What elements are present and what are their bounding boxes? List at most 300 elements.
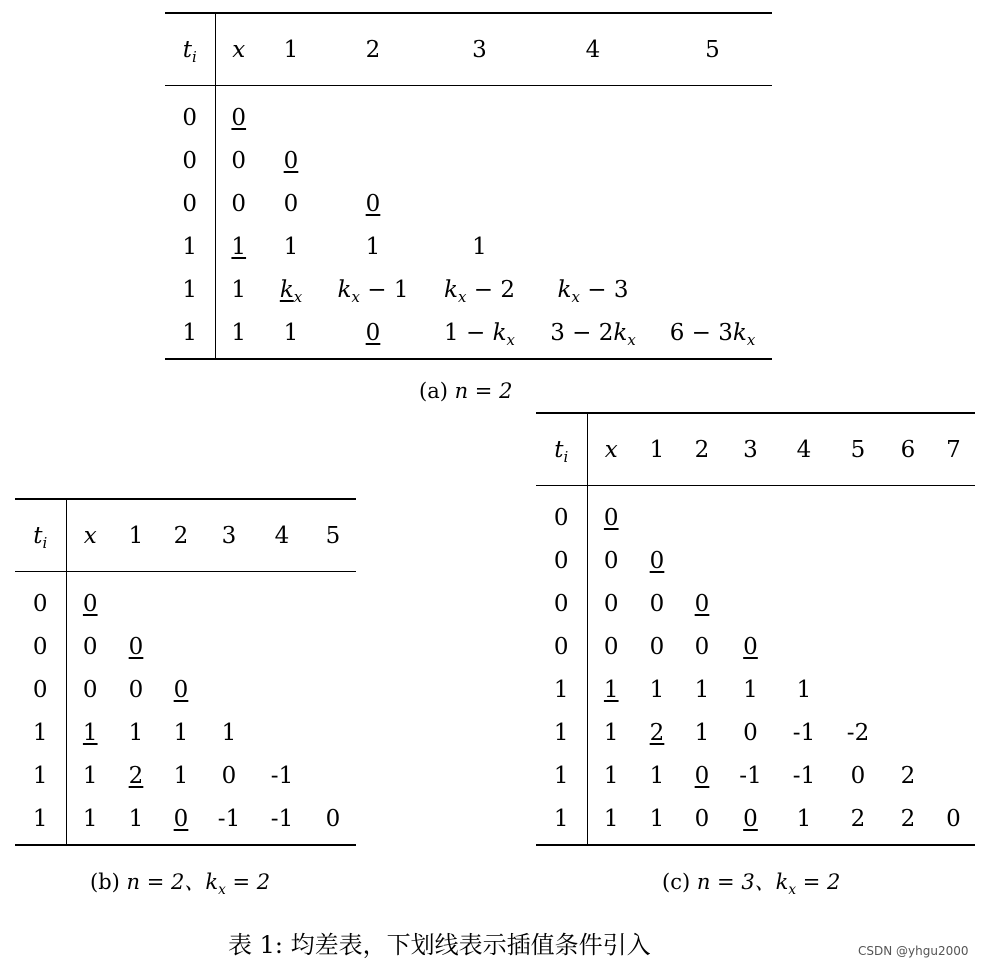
cell-value <box>337 276 409 306</box>
cell-tail: − 2 <box>466 276 515 303</box>
cell-value <box>695 806 710 832</box>
table-cell <box>204 572 254 626</box>
cell-main: 0 <box>603 504 619 531</box>
header-ti <box>165 13 215 86</box>
cell-value <box>129 720 144 746</box>
table-cell <box>653 86 772 140</box>
table-cell <box>158 797 204 845</box>
cell-value <box>444 276 515 306</box>
cell-main: 1 <box>231 233 247 260</box>
table-cell <box>320 225 426 268</box>
table-row <box>165 225 772 268</box>
table-cell <box>635 539 679 582</box>
table-row <box>165 182 772 225</box>
table-row <box>536 625 975 668</box>
row-t-value: 0 <box>536 486 587 540</box>
table-cell <box>587 486 635 540</box>
cell-main: 0 <box>231 104 247 131</box>
cell-sub: x <box>293 287 303 306</box>
table-cell <box>679 711 725 754</box>
table-cell <box>262 225 320 268</box>
cell-main: 1 <box>649 805 665 832</box>
caption-c-sub: x <box>788 881 797 898</box>
cell-value <box>650 806 665 832</box>
table-cell <box>635 711 679 754</box>
row-t-value: 0 <box>15 625 66 668</box>
divided-difference-table-c <box>536 412 975 846</box>
cell-main: 1 <box>283 233 299 260</box>
table-cell <box>776 797 832 845</box>
cell-value <box>174 720 189 746</box>
cell-main: 2 <box>128 762 144 789</box>
header-col-6: 6 <box>884 413 932 486</box>
table-cell <box>204 797 254 845</box>
row-t-value: 1 <box>15 797 66 845</box>
underlined-value <box>231 105 246 131</box>
table-cell <box>114 754 158 797</box>
table-cell <box>635 797 679 845</box>
cell-value <box>557 276 629 306</box>
table-cell <box>776 754 832 797</box>
cell-sub: x <box>457 287 467 306</box>
underlined-value <box>366 320 381 346</box>
table-row <box>536 668 975 711</box>
cell-main: 1 <box>649 762 665 789</box>
table-cell <box>587 625 635 668</box>
cell-var: k <box>613 319 628 346</box>
table-cell <box>204 625 254 668</box>
cell-value <box>231 148 246 174</box>
table-cell <box>679 582 725 625</box>
caption-c <box>662 866 840 896</box>
table-row <box>536 754 975 797</box>
table-cell <box>776 582 832 625</box>
header-x <box>587 413 635 486</box>
row-t-value: 0 <box>165 139 215 182</box>
cell-value <box>851 806 866 832</box>
table-cell <box>114 668 158 711</box>
row-t-value: 1 <box>15 711 66 754</box>
cell-main: 1 <box>694 719 710 746</box>
cell-main <box>670 320 747 346</box>
table-row <box>536 797 975 845</box>
divided-difference-table-b <box>15 498 356 846</box>
underlined-value <box>366 191 381 217</box>
header-col-7: 7 <box>932 413 975 486</box>
cell-main: k <box>444 276 458 303</box>
header-col-1: 1 <box>114 499 158 572</box>
table-cell <box>884 625 932 668</box>
cell-main: 1 <box>365 233 381 260</box>
table-cell <box>114 797 158 845</box>
cell-value <box>271 806 293 832</box>
table-cell <box>114 625 158 668</box>
cell-main: 0 <box>365 319 381 346</box>
table-cell <box>832 625 884 668</box>
table-cell <box>932 797 975 845</box>
table-row <box>536 582 975 625</box>
cell-main: 1 <box>694 676 710 703</box>
table-cell <box>932 486 975 540</box>
table-cell <box>635 486 679 540</box>
cell-main: 0 <box>946 805 961 832</box>
cell-value <box>901 806 916 832</box>
header-ti-sub: i <box>563 447 569 466</box>
cell-main: -1 <box>270 805 294 832</box>
table-cell <box>320 311 426 359</box>
cell-value <box>129 806 144 832</box>
table-cell <box>679 797 725 845</box>
cell-main: 1 <box>221 719 237 746</box>
cell-main <box>444 320 506 346</box>
table-cell <box>653 225 772 268</box>
caption-a-prefix: (a) <box>419 379 448 403</box>
table-cell <box>832 486 884 540</box>
table-cell <box>426 86 533 140</box>
header-x <box>215 13 262 86</box>
cell-value <box>231 277 246 303</box>
table-cell <box>66 625 114 668</box>
table-cell <box>66 711 114 754</box>
cell-main: 2 <box>850 805 866 832</box>
table-cell <box>262 86 320 140</box>
table-cell <box>310 797 356 845</box>
table-cell <box>884 797 932 845</box>
cell-main: 0 <box>694 805 710 832</box>
underlined-value <box>174 677 189 703</box>
row-t-value: 0 <box>15 572 66 626</box>
table-cell <box>587 711 635 754</box>
table-cell <box>932 625 975 668</box>
table-cell <box>66 668 114 711</box>
row-t-value: 0 <box>536 625 587 668</box>
table-cell <box>310 754 356 797</box>
cell-sub: x <box>571 287 580 306</box>
cell-main: 0 <box>365 190 381 217</box>
table-cell <box>653 268 772 311</box>
cell-main: 0 <box>221 762 237 789</box>
cell-main: 1 <box>472 233 487 260</box>
table-cell <box>114 572 158 626</box>
underlined-value <box>129 634 144 660</box>
caption-c-tail: = 2 <box>796 870 841 894</box>
table-cell <box>254 668 310 711</box>
table-cell <box>776 486 832 540</box>
table-cell <box>533 182 653 225</box>
table-cell <box>215 268 262 311</box>
cell-main: 0 <box>82 676 98 703</box>
table-cell <box>204 668 254 711</box>
cell-value <box>650 677 665 703</box>
row-t-value: 1 <box>15 754 66 797</box>
table-cell <box>679 539 725 582</box>
table-cell <box>587 754 635 797</box>
row-t-value: 0 <box>536 582 587 625</box>
cell-main: 0 <box>603 633 619 660</box>
table-cell <box>158 625 204 668</box>
cell-main: 1 <box>283 319 299 346</box>
table-cell <box>262 139 320 182</box>
row-t-value: 1 <box>165 268 215 311</box>
row-t-value: 1 <box>536 711 587 754</box>
table-cell <box>725 582 776 625</box>
header-row <box>15 499 356 572</box>
cell-value <box>174 763 189 789</box>
underlined-value <box>174 806 189 832</box>
table-cell <box>932 711 975 754</box>
table-row <box>15 625 356 668</box>
table-cell <box>215 182 262 225</box>
table-cell <box>158 754 204 797</box>
cell-value <box>669 319 756 349</box>
cell-value <box>83 634 98 660</box>
table-cell <box>254 797 310 845</box>
table-cell <box>310 711 356 754</box>
table-cell <box>679 625 725 668</box>
table-cell <box>426 182 533 225</box>
table-cell <box>725 486 776 540</box>
table-cell <box>254 711 310 754</box>
table-cell <box>426 139 533 182</box>
table-cell <box>254 754 310 797</box>
header-ti <box>536 413 587 486</box>
table-cell <box>679 754 725 797</box>
cell-value <box>326 806 341 832</box>
table-cell <box>725 797 776 845</box>
cell-value <box>695 677 710 703</box>
cell-main: 1 <box>82 719 98 746</box>
cell-main: -1 <box>792 762 816 789</box>
table-cell <box>320 182 426 225</box>
table-cell <box>158 572 204 626</box>
underlined-value <box>695 763 710 789</box>
table-cell <box>679 486 725 540</box>
table-cell <box>533 225 653 268</box>
cell-value <box>83 677 98 703</box>
cell-value <box>847 720 869 746</box>
caption-c-prefix: (c) <box>662 870 691 894</box>
cell-sub: x <box>627 330 636 349</box>
table-cell <box>725 711 776 754</box>
caption-a-math: n = 2 <box>454 379 513 403</box>
table-row <box>165 268 772 311</box>
cell-main: 0 <box>694 762 710 789</box>
table-row <box>536 486 975 540</box>
table-cell <box>320 268 426 311</box>
cell-value <box>129 677 144 703</box>
cell-main: -1 <box>739 762 762 789</box>
table-cell <box>158 668 204 711</box>
header-x-var: x <box>83 522 97 549</box>
table-row <box>165 86 772 140</box>
table-row <box>536 711 975 754</box>
table-row <box>15 668 356 711</box>
row-t-value: 0 <box>165 86 215 140</box>
cell-value <box>83 763 98 789</box>
header-col-3: 3 <box>204 499 254 572</box>
table-cell <box>884 668 932 711</box>
cell-main: 0 <box>325 805 341 832</box>
header-col-5: 5 <box>653 13 772 86</box>
cell-value <box>284 320 299 346</box>
table-cell <box>310 625 356 668</box>
table-cell <box>932 668 975 711</box>
cell-value <box>366 234 381 260</box>
table-cell <box>832 668 884 711</box>
cell-main: 1 <box>743 676 758 703</box>
cell-main: 0 <box>173 805 189 832</box>
cell-main: 0 <box>649 547 665 574</box>
cell-main: -1 <box>217 805 241 832</box>
table-cell <box>776 668 832 711</box>
header-ti <box>15 499 66 572</box>
table-cell <box>635 668 679 711</box>
underlined-value <box>743 634 758 660</box>
table-cell <box>884 486 932 540</box>
cell-main: 1 <box>603 676 619 703</box>
table-cell <box>884 754 932 797</box>
cell-main: -1 <box>792 719 816 746</box>
cell-value <box>604 634 619 660</box>
table-cell <box>587 582 635 625</box>
caption-b-tail: = 2 <box>225 870 271 894</box>
caption-c-math: n = 3、k <box>696 870 789 894</box>
header-ti-var: t <box>33 522 43 549</box>
table-cell <box>215 139 262 182</box>
cell-main: 0 <box>283 147 299 174</box>
cell-main: 0 <box>128 676 144 703</box>
underlined-value <box>129 763 144 789</box>
table-cell <box>776 711 832 754</box>
header-col-1: 1 <box>635 413 679 486</box>
underlined-value <box>695 591 710 617</box>
header-ti-sub: i <box>42 533 48 552</box>
cell-value <box>793 720 815 746</box>
underlined-value <box>650 548 665 574</box>
cell-main: 1 <box>796 676 812 703</box>
cell-main: k <box>279 276 294 303</box>
table-cell <box>215 311 262 359</box>
cell-value <box>284 191 299 217</box>
row-t-value: 1 <box>536 797 587 845</box>
cell-main: 2 <box>649 719 665 746</box>
row-t-value: 0 <box>165 182 215 225</box>
table-cell <box>653 311 772 359</box>
table-cell <box>310 668 356 711</box>
cell-value <box>83 806 98 832</box>
table-cell <box>776 625 832 668</box>
table-cell <box>215 86 262 140</box>
underlined-value <box>83 720 98 746</box>
underlined-value <box>231 234 246 260</box>
table-row <box>15 797 356 845</box>
cell-value <box>901 763 916 789</box>
cell-main: k <box>337 276 352 303</box>
underlined-value <box>279 276 303 306</box>
row-t-value: 0 <box>536 539 587 582</box>
cell-main: 0 <box>231 147 247 174</box>
cell-main: 1 <box>603 805 619 832</box>
header-col-4: 4 <box>533 13 653 86</box>
cell-main: 1 <box>82 805 98 832</box>
underlined-value <box>284 148 299 174</box>
cell-var: k <box>492 319 507 346</box>
cell-tail: − 3 <box>579 276 629 303</box>
cell-sub: x <box>351 287 360 306</box>
header-col-2: 2 <box>679 413 725 486</box>
underlined-value <box>743 806 758 832</box>
header-row <box>165 13 772 86</box>
header-row <box>536 413 975 486</box>
cell-main: 1 <box>128 805 144 832</box>
cell-value <box>604 763 619 789</box>
table-cell <box>679 668 725 711</box>
table-cell <box>320 86 426 140</box>
cell-value <box>695 634 710 660</box>
table-cell <box>204 711 254 754</box>
header-col-4: 4 <box>254 499 310 572</box>
header-col-2: 2 <box>320 13 426 86</box>
table-cell <box>320 139 426 182</box>
table-row <box>536 539 975 582</box>
header-col-3: 3 <box>725 413 776 486</box>
divided-difference-table-a <box>165 12 772 360</box>
cell-main: -2 <box>846 719 870 746</box>
table-c-panel <box>536 412 975 846</box>
table-cell <box>158 711 204 754</box>
cell-main: 0 <box>649 590 665 617</box>
cell-value <box>231 320 246 346</box>
cell-value <box>650 591 665 617</box>
cell-main <box>550 320 627 346</box>
table-cell <box>832 582 884 625</box>
header-col-5: 5 <box>832 413 884 486</box>
cell-main: 0 <box>743 719 758 746</box>
caption-b-prefix: (b) <box>90 870 120 894</box>
table-cell <box>533 86 653 140</box>
cell-value <box>218 806 240 832</box>
cell-main: 0 <box>82 633 98 660</box>
cell-value <box>743 720 758 746</box>
header-col-1: 1 <box>262 13 320 86</box>
cell-main: 0 <box>694 590 710 617</box>
table-cell <box>653 182 772 225</box>
table-cell <box>262 311 320 359</box>
table-cell <box>114 711 158 754</box>
cell-value <box>604 720 619 746</box>
cell-main: 0 <box>82 590 98 617</box>
cell-main: 0 <box>283 190 299 217</box>
table-row <box>15 711 356 754</box>
table-cell <box>262 182 320 225</box>
table-cell <box>725 668 776 711</box>
underlined-value <box>604 505 619 531</box>
row-t-value: 1 <box>536 754 587 797</box>
cell-value <box>222 763 237 789</box>
table-cell <box>310 572 356 626</box>
main-caption: 表 1: 均差表，下划线表示插值条件引入 <box>228 931 651 959</box>
cell-main: 1 <box>231 319 247 346</box>
cell-sub: x <box>746 330 756 349</box>
table-cell <box>66 572 114 626</box>
cell-main: 0 <box>694 633 710 660</box>
cell-value <box>444 319 515 349</box>
caption-b-math: n = 2、k <box>126 870 219 894</box>
cell-value <box>271 763 293 789</box>
cell-coef: 6 − 3 <box>669 319 733 346</box>
cell-main: 1 <box>173 762 189 789</box>
cell-value <box>739 763 761 789</box>
